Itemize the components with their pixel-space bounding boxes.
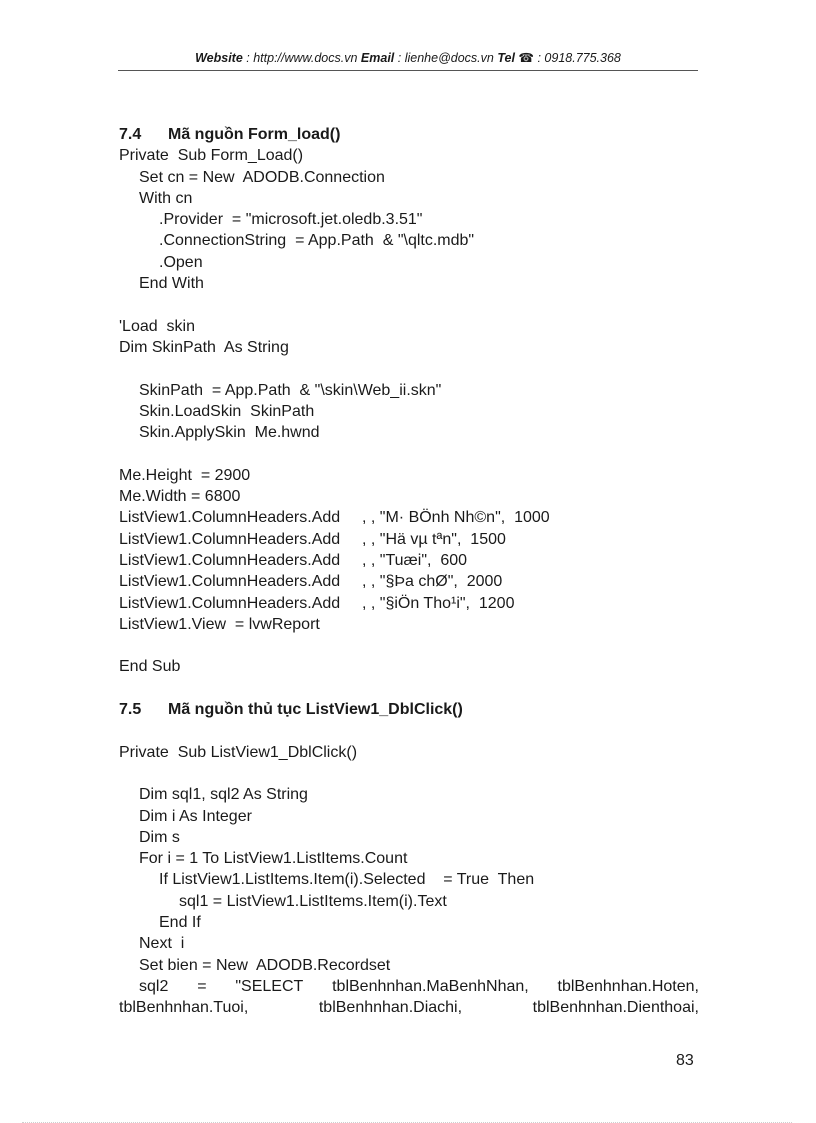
sql-line: tblBenhnhan.Tuoi, tblBenhnhan.Diachi, tblBenhnhan.Dienthoai,	[119, 999, 699, 1017]
phone-icon: ☎	[518, 51, 534, 65]
code-line: Skin.ApplySkin Me.hwnd	[139, 424, 320, 442]
column-header-line: ListView1.ColumnHeaders.Add , , "Tuæi", 600	[119, 551, 468, 569]
header-divider	[118, 70, 698, 71]
code-line: Set bien = New ADODB.Recordset	[139, 956, 391, 974]
code-line: SkinPath = App.Path & "\skin\Web_ii.skn"	[139, 381, 442, 399]
section-heading-7-4: 7.4 Mã nguồn Form_load()	[119, 126, 341, 143]
code-line: If ListView1.ListItems.Item(i).Selected = True Then	[159, 871, 535, 889]
code-line: Me.Height = 2900	[119, 466, 251, 484]
code-line: Private Sub ListView1_DblClick()	[119, 743, 358, 761]
email-label: Email	[360, 51, 395, 65]
tel-value: : 0918.775.368	[534, 51, 621, 65]
code-line: 'Load skin	[119, 317, 195, 335]
code-line: Me.Width = 6800	[119, 488, 241, 506]
column-header-line: ListView1.ColumnHeaders.Add , , "§Þa chØ", 2000	[119, 573, 503, 591]
code-line: End If	[159, 913, 201, 931]
column-header-line: ListView1.ColumnHeaders.Add , , "M· BÖnh Nh©n", 1000	[119, 509, 550, 527]
code-line: Set cn = New ADODB.Connection	[139, 168, 385, 186]
code-line: End With	[139, 275, 204, 293]
email-value: lienhe@docs.vn	[404, 51, 494, 65]
sql-line: sql2 = "SELECT tblBenhnhan.MaBenhNhan, tblBenhnhan.Hoten,	[139, 977, 699, 995]
code-line: .Provider = "microsoft.jet.oledb.3.51"	[159, 211, 423, 229]
page-number: 83	[676, 1052, 694, 1069]
website-label: Website	[195, 51, 243, 65]
page-header: Website : http://www.docs.vn Email : lienhe@docs.vn Tel ☎ : 0918.775.368	[195, 51, 621, 65]
code-line: Dim sql1, sql2 As String	[139, 786, 308, 804]
code-line: Dim i As Integer	[139, 807, 252, 825]
code-line: .ConnectionString = App.Path & "\qltc.mdb"	[159, 232, 475, 250]
code-line: For i = 1 To ListView1.ListItems.Count	[139, 850, 408, 868]
column-header-line: ListView1.ColumnHeaders.Add , , "§iÖn Tho¹i", 1200	[119, 594, 515, 612]
code-line: End Sub	[119, 658, 181, 676]
page-content	[119, 124, 699, 1018]
website-url: http://www.docs.vn	[253, 51, 358, 65]
section-heading-7-5: 7.5 Mã nguồn thủ tục ListView1_DblClick()	[119, 701, 463, 719]
code-line: Private Sub Form_Load()	[119, 147, 304, 165]
code-line: .Open	[159, 253, 203, 271]
code-line: Dim s	[139, 828, 180, 846]
code-line: ListView1.View = lvwReport	[119, 615, 320, 633]
column-header-line: ListView1.ColumnHeaders.Add , , "Hä vµ tªn", 1500	[119, 530, 506, 548]
tel-label: Tel	[497, 51, 515, 65]
code-line: sql1 = ListView1.ListItems.Item(i).Text	[179, 892, 447, 910]
code-line: Skin.LoadSkin SkinPath	[139, 402, 315, 420]
code-line: With cn	[139, 189, 193, 207]
code-line: Dim SkinPath As String	[119, 338, 289, 356]
code-line: Next i	[139, 935, 185, 953]
